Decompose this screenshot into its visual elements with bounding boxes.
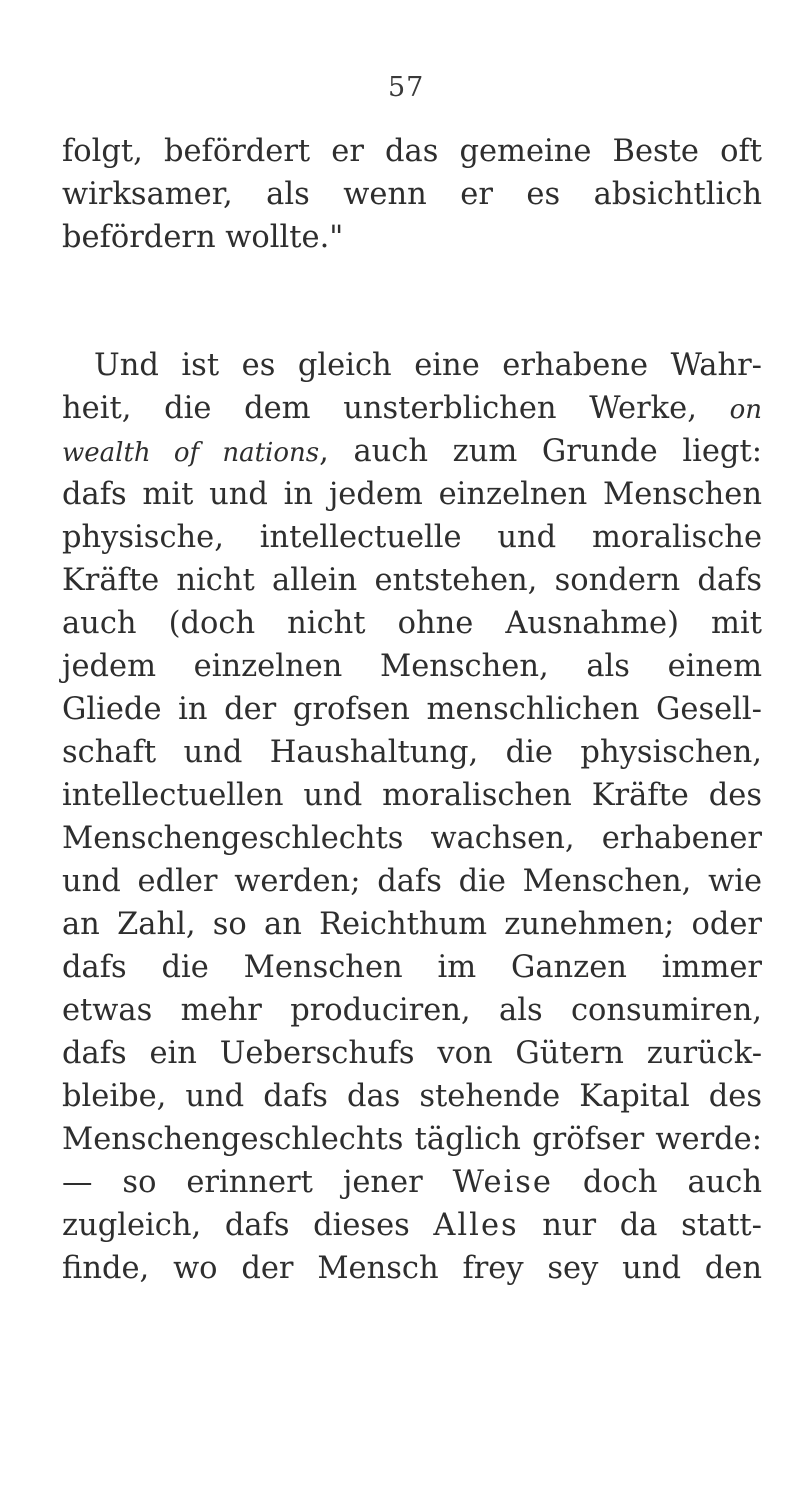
text-line: befördern wollte." bbox=[62, 220, 344, 255]
spaced-emphasis: Alles bbox=[433, 1208, 519, 1243]
text-line: zugleich, dafs dieses Alles nur da statt- bbox=[62, 1208, 762, 1243]
text-line: etwas mehr produciren, als consumiren, bbox=[62, 993, 762, 1028]
text-line: an Zahl, so an Reichthum zunehmen; oder bbox=[62, 907, 762, 942]
text-line: dafs die Menschen im Ganzen immer bbox=[62, 950, 762, 985]
page-number: 57 bbox=[388, 72, 425, 103]
text-line: Menschengeschlechts wachsen, erhabener bbox=[62, 821, 762, 856]
text-line: heit, die dem unsterblichen Werke, on bbox=[62, 391, 762, 426]
text-line: Und ist es gleich eine erhabene Wahr- bbox=[94, 348, 762, 383]
text-line: Kräfte nicht allein entstehen, sondern dafs bbox=[62, 563, 762, 598]
text-line: dafs mit und in jedem einzelnen Menschen bbox=[62, 477, 762, 512]
text-line: intellectuellen und moralischen Kräfte des bbox=[62, 778, 762, 813]
text-line: schaft und Haushaltung, die physischen, bbox=[62, 735, 762, 770]
italic-title: on bbox=[729, 395, 762, 425]
text-line: wealth of nations, auch zum Grunde liegt: bbox=[62, 434, 762, 469]
text-line: physische, intellectuelle und moralische bbox=[62, 520, 762, 555]
text-line: jedem einzelnen Menschen, als einem bbox=[62, 649, 762, 684]
text-line: bleibe, und dafs das stehende Kapital des bbox=[62, 1079, 762, 1114]
spaced-emphasis: Weise bbox=[452, 1165, 553, 1200]
text-line: auch (doch nicht ohne Ausnahme) mit bbox=[62, 606, 762, 641]
text-line: finde, wo der Mensch frey sey und den bbox=[62, 1251, 762, 1286]
text-line: Gliede in der grofsen menschlichen Gesell- bbox=[62, 692, 762, 727]
text-line: Menschengeschlechts täglich gröfser werde: bbox=[62, 1122, 762, 1157]
text-line: folgt, befördert er das gemeine Beste oft bbox=[62, 134, 762, 169]
paragraph-1 bbox=[62, 130, 762, 259]
italic-title: wealth of nations bbox=[62, 438, 320, 468]
text-line: und edler werden; dafs die Menschen, wie bbox=[62, 864, 762, 899]
text-line: dafs ein Ueberschufs von Gütern zurück- bbox=[62, 1036, 762, 1071]
text-line: — so erinnert jener Weise doch auch bbox=[62, 1165, 762, 1200]
text-line: wirksamer, als wenn er es absichtlich bbox=[62, 177, 762, 212]
paragraph-2 bbox=[62, 344, 762, 1290]
